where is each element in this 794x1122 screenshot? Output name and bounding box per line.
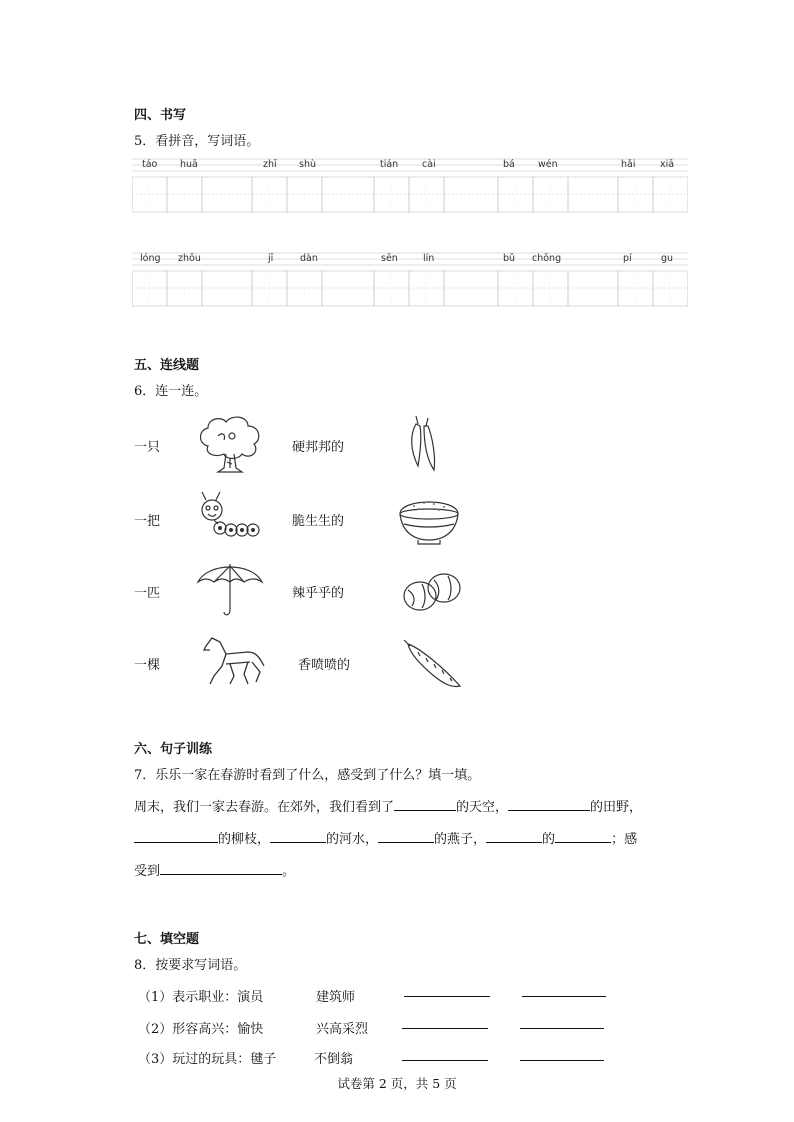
pinyin: shù xyxy=(299,159,316,170)
fill-line-1 xyxy=(134,796,642,815)
pinyin: jī xyxy=(268,253,274,264)
answer-blank[interactable] xyxy=(402,1028,488,1029)
sentence-text: 受到 xyxy=(134,864,161,879)
sentence-text: 。 xyxy=(282,864,296,879)
chili-pepper-icon xyxy=(396,414,446,474)
sentence-text: 周末，我们一家去春游。在郊外，我们看到了 xyxy=(134,800,395,815)
answer-blank[interactable] xyxy=(555,830,611,843)
question-8: 8．按要求写词语。 xyxy=(134,958,247,973)
pinyin: dàn xyxy=(300,253,318,264)
question-7: 7．乐乐一家在春游时看到了什么，感受到了什么？填一填。 xyxy=(134,768,481,783)
answer-blank[interactable] xyxy=(522,996,606,997)
adjective: 辣乎乎的 xyxy=(292,586,345,601)
sentence-text: 的天空， xyxy=(456,800,509,815)
horse-icon xyxy=(200,632,268,690)
answer-blank[interactable] xyxy=(520,1028,604,1029)
pinyin: cài xyxy=(422,159,436,170)
cucumber-icon xyxy=(400,634,468,692)
pinyin: wén xyxy=(538,159,558,170)
pinyin: bǔ xyxy=(503,253,516,264)
pinyin: bá xyxy=(503,159,515,170)
caterpillar-icon xyxy=(194,490,268,544)
answer-blank[interactable] xyxy=(134,830,218,843)
item-example: 不倒翁 xyxy=(314,1052,354,1067)
pinyin: pí xyxy=(623,253,632,264)
sentence-text: 的燕子， xyxy=(434,832,487,847)
section-heading-matching: 五、连线题 xyxy=(134,358,200,373)
answer-blank[interactable] xyxy=(508,798,590,811)
pinyin: sēn xyxy=(381,253,398,264)
pinyin: xiā xyxy=(660,159,675,170)
sentence-text: ；感 xyxy=(611,832,638,847)
answer-blank[interactable] xyxy=(160,862,282,875)
writing-grid-2 xyxy=(132,252,688,308)
pinyin: lóng xyxy=(140,253,161,264)
section-heading-fill-in: 七、填空题 xyxy=(134,932,200,947)
answer-blank[interactable] xyxy=(402,1060,488,1061)
rice-bowl-icon xyxy=(394,490,464,546)
section-heading-writing: 四、书写 xyxy=(134,108,187,123)
pinyin: zhōu xyxy=(178,253,201,264)
item-label: （3）玩过的玩具：毽子 xyxy=(138,1052,277,1067)
adjective: 香喷喷的 xyxy=(298,658,351,673)
item-example: 兴高采烈 xyxy=(316,1022,369,1037)
page-footer: 试卷第 2 页，共 5 页 xyxy=(337,1076,457,1091)
sentence-text: 的柳枝， xyxy=(218,832,271,847)
answer-blank[interactable] xyxy=(394,798,456,811)
answer-blank[interactable] xyxy=(520,1060,604,1061)
question-6: 6．连一连。 xyxy=(134,384,208,399)
answer-blank[interactable] xyxy=(270,830,326,843)
measure-word: 一只 xyxy=(134,440,161,455)
adjective: 脆生生的 xyxy=(292,514,345,529)
measure-word: 一匹 xyxy=(134,586,161,601)
question-5: 5．看拼音，写词语。 xyxy=(134,134,260,149)
pinyin: gu xyxy=(661,253,674,264)
answer-blank[interactable] xyxy=(378,830,434,843)
pinyin: zhī xyxy=(263,159,277,170)
item-label: （1）表示职业：演员 xyxy=(138,990,264,1005)
umbrella-icon xyxy=(194,560,266,620)
pinyin: tián xyxy=(380,159,399,170)
pinyin: táo xyxy=(142,159,158,170)
pinyin: huā xyxy=(180,159,198,170)
item-example: 建筑师 xyxy=(316,990,356,1005)
sentence-text: 的田野， xyxy=(590,800,643,815)
tree-icon xyxy=(196,414,266,476)
answer-blank[interactable] xyxy=(404,996,490,997)
pinyin: lín xyxy=(423,253,435,264)
adjective: 硬邦邦的 xyxy=(292,440,345,455)
writing-grid-1 xyxy=(132,158,688,214)
walnut-icon xyxy=(396,562,468,618)
sentence-text: 的 xyxy=(542,832,556,847)
pinyin: chōng xyxy=(532,253,562,264)
measure-word: 一把 xyxy=(134,514,161,529)
section-heading-sentence: 六、句子训练 xyxy=(134,742,213,757)
item-label: （2）形容高兴：愉快 xyxy=(138,1022,264,1037)
pinyin: hǎi xyxy=(621,159,636,170)
fill-line-3 xyxy=(134,860,295,879)
pinyin-row-2 xyxy=(132,252,688,308)
answer-blank[interactable] xyxy=(486,830,542,843)
measure-word: 一棵 xyxy=(134,658,161,673)
fill-line-2 xyxy=(134,828,637,847)
pinyin-row-1 xyxy=(132,158,688,214)
sentence-text: 的河水， xyxy=(326,832,379,847)
